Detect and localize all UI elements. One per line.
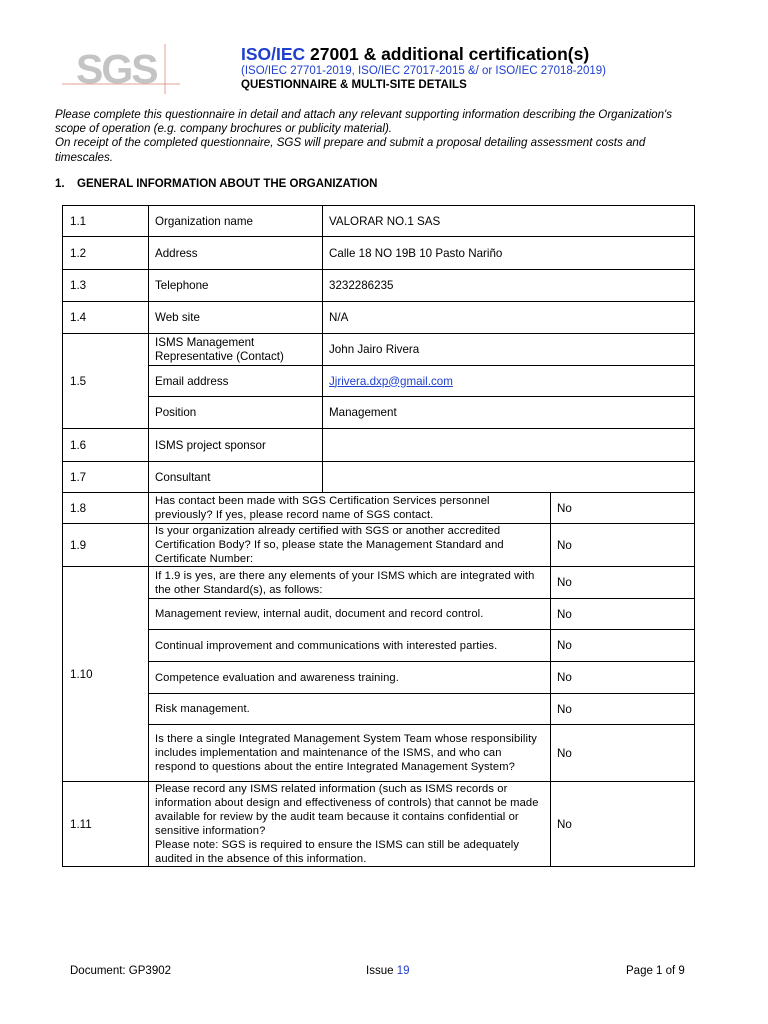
sgs-logo [62, 44, 182, 94]
table-row [63, 429, 695, 462]
question-text: Continual improvement and communications with interested parties. [149, 630, 551, 662]
row-number: 1.7 [63, 462, 149, 493]
document-number: Document: GP3902 [70, 965, 172, 977]
website-field[interactable]: N/A [323, 302, 695, 334]
section-heading [55, 178, 377, 190]
row-label: Consultant [149, 462, 323, 493]
intro-paragraph-2: On receipt of the completed questionnaire, SGS will prepare and submit a proposal detailing assessment costs and timescales. [55, 136, 646, 164]
row-number: 1.1 [63, 206, 149, 237]
row-number: 1.6 [63, 429, 149, 462]
table-row [63, 630, 695, 662]
project-sponsor-field[interactable] [323, 429, 695, 462]
title-rest: 27001 & additional certification(s) [305, 44, 590, 64]
row-label: ISMS project sponsor [149, 429, 323, 462]
row-label: Email address [149, 366, 323, 397]
question-text: Competence evaluation and awareness training. [149, 662, 551, 694]
question-text: Risk management. [149, 694, 551, 725]
table-row [63, 270, 695, 302]
table-row [63, 524, 695, 567]
row-number: 1.2 [63, 237, 149, 270]
row-label: Telephone [149, 270, 323, 302]
email-link[interactable]: Jjrivera.dxp@gmail.com [329, 374, 453, 388]
question-text: Has contact been made with SGS Certification Services personnel previously? If yes, please record name of SGS contact. [149, 493, 551, 524]
intro-text [55, 108, 705, 165]
table-row [63, 462, 695, 493]
table-row [63, 567, 695, 599]
table-row [63, 725, 695, 782]
telephone-field[interactable]: 3232286235 [323, 270, 695, 302]
isms-representative-field[interactable]: John Jairo Rivera [323, 334, 695, 366]
question-text: Management review, internal audit, document and record control. [149, 599, 551, 630]
table-row [63, 397, 695, 429]
organization-name-field[interactable]: VALORAR NO.1 SAS [323, 206, 695, 237]
title-prefix: ISO/IEC [241, 44, 306, 64]
table-row [63, 782, 695, 867]
issue-label: Issue [366, 965, 397, 977]
general-info-table [62, 205, 695, 867]
table-row [63, 662, 695, 694]
answer-field[interactable]: No [551, 694, 695, 725]
question-note: Please note: SGS is required to ensure the ISMS can still be adequately audited in the absence of this information. [155, 839, 520, 865]
answer-field[interactable]: No [551, 567, 695, 599]
issue-number [366, 965, 409, 977]
page-subtitle-2: QUESTIONNAIRE & MULTI-SITE DETAILS [241, 79, 467, 91]
row-label: Address [149, 237, 323, 270]
logo-text: SGS [76, 46, 157, 92]
row-number: 1.10 [63, 567, 149, 782]
answer-field[interactable]: No [551, 782, 695, 867]
issue-value: 19 [396, 965, 410, 977]
page-subtitle: (ISO/IEC 27701-2019, ISO/IEC 27017-2015 &/ or ISO/IEC 27018-2019) [241, 65, 607, 77]
sgs-logo-graphic [62, 44, 182, 94]
question-text: Is there a single Integrated Management System Team whose responsibility includes implementation and maintenance of the ISMS, and who can respond to questions about the entire Integrated Management System? [149, 725, 551, 782]
email-field[interactable] [323, 366, 695, 397]
answer-field[interactable]: No [551, 630, 695, 662]
row-number: 1.4 [63, 302, 149, 334]
table-row [63, 493, 695, 524]
question-text: If 1.9 is yes, are there any elements of your ISMS which are integrated with the other Standard(s), as follows: [149, 567, 551, 599]
row-number: 1.11 [63, 782, 149, 867]
table-row [63, 694, 695, 725]
row-label: ISMS Management Representative (Contact) [149, 334, 323, 366]
answer-field[interactable]: No [551, 493, 695, 524]
row-number: 1.8 [63, 493, 149, 524]
row-number: 1.3 [63, 270, 149, 302]
table-row [63, 334, 695, 366]
question-cell [149, 782, 551, 867]
answer-field[interactable]: No [551, 599, 695, 630]
table-row [63, 366, 695, 397]
answer-field[interactable]: No [551, 524, 695, 567]
table-row [63, 206, 695, 237]
page-number: Page 1 of 9 [626, 965, 685, 977]
row-label: Position [149, 397, 323, 429]
question-text: Please record any ISMS related information (such as ISMS records or information about design and effectiveness of controls) that cannot be made available for review by the audit team because it contains confidential or sensitive information? [155, 783, 539, 837]
row-number: 1.5 [63, 334, 149, 429]
position-field[interactable]: Management [323, 397, 695, 429]
row-label: Web site [149, 302, 323, 334]
table-row [63, 302, 695, 334]
section-title: GENERAL INFORMATION ABOUT THE ORGANIZATION [77, 178, 378, 190]
row-label: Organization name [149, 206, 323, 237]
row-number: 1.9 [63, 524, 149, 567]
answer-field[interactable]: No [551, 662, 695, 694]
consultant-field[interactable] [323, 462, 695, 493]
intro-paragraph-1: Please complete this questionnaire in detail and attach any relevant supporting information describing the Organization's scope of operation (e.g. company brochures or publicity material). [55, 108, 673, 136]
address-field[interactable]: Calle 18 NO 19B 10 Pasto Nariño [323, 237, 695, 270]
answer-field[interactable]: No [551, 725, 695, 782]
question-text: Is your organization already certified with SGS or another accredited Certification Body? If so, please state the Management Standard and Certificate Number: [149, 524, 551, 567]
table-row [63, 237, 695, 270]
table-row [63, 599, 695, 630]
page-title [241, 44, 589, 65]
section-number: 1. [55, 178, 65, 190]
